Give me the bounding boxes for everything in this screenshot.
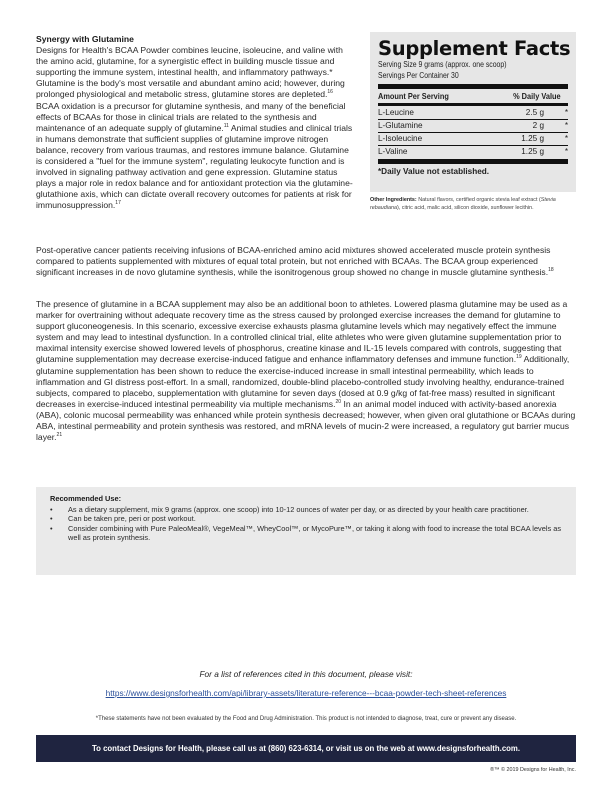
recommended-use-title: Recommended Use: xyxy=(50,494,122,503)
nutrient-dv: * xyxy=(564,107,568,117)
copyright: ®™ © 2019 Designs for Health, Inc. xyxy=(490,767,576,773)
ref-marker: 11 xyxy=(223,122,229,129)
other-ingredients-text: Natural flavors, certified organic stevia leaf extract ( xyxy=(416,197,541,203)
paragraph-athletes xyxy=(36,299,576,443)
amount-header: Amount Per Serving xyxy=(378,92,449,101)
daily-value-header: % Daily Value xyxy=(513,92,561,101)
ref-marker: 21 xyxy=(56,432,63,439)
nutrient-dv: * xyxy=(564,133,568,143)
intro-text-b: BCAA oxidation is a precursor for glutamine synthesis, and many of the beneficial effects of BCAAs for those in clinical trials are related to the synthesis and maintenance of an adequate supply of glutamine. xyxy=(36,100,346,133)
paragraph-text: In an animal model induced with activity-based anorexia (ABA), colonic mucosal permeability was enhanced while protein synthesis decreased; however, when given oral glutathione or BCAAs during ABA, intestinal permeability and protein synthesis was restored, and mRNA levels of mucin-2 were increased, a regulatory gut barrier mucus layer. xyxy=(36,398,576,443)
intro-section xyxy=(36,34,354,212)
list-item-text: As a dietary supplement, mix 9 grams (approx. one scoop) into 10-12 ounces of water per day, or as directed by your health care practitioner. xyxy=(68,504,529,514)
intro-text-c: Animal studies and clinical trials in humans demonstrate that sufficient supplies of glutamine improve nitrogen balance, recovery from various traumas, and restores immune balance. Glutamine is considered a "fuel for the immune system", regulating leukocyte function and is involved in signaling pathway activation and gene expression. Glutamine status plays a major role in redox balance and for antioxidant protection via the glutamine-glutathione axis, which can dictate overall recovery outcomes for patients at risk for immunosuppression. xyxy=(36,122,353,211)
nutrient-name: L-Isoleucine xyxy=(378,133,423,143)
serving-size: Serving Size 9 grams (approx. one scoop) xyxy=(378,60,507,69)
ref-marker: 19 xyxy=(516,354,522,361)
other-ingredients-latin: Stevia rebaudiana xyxy=(370,197,556,211)
supplement-facts-panel xyxy=(370,32,576,192)
nutrient-amount: 1.25 g xyxy=(521,133,544,143)
nutrient-amount: 1.25 g xyxy=(521,146,544,156)
paragraph-text: The presence of glutamine in a BCAA supplement may also be an additional boon to athletes. Lowered plasma glutamine may be used as a marker for overtraining without adequate recovery time as the stress caused by prolonged exercise increases the demand for glutamine to support gluconeogenesis. In this scenario, excessive exercise exhausts plasma glutamine levels which may negatively effect the immune system and may lead to intestinal dysfunction. In a controlled clinical trial, elite athletes who were given glutamine supplementation prior to maximal intensity exercise showed lowered levels of phosphorus, creatine kinase and IL-15 levels compared with controls, suggesting that glutamine supplementation may decrease exercise-induced fatigue and enhance inflammatory defenses and immune function. xyxy=(36,299,568,365)
nutrient-dv: * xyxy=(564,120,568,130)
facts-row xyxy=(378,133,568,146)
ref-marker: 20 xyxy=(335,398,342,405)
facts-row xyxy=(378,107,568,120)
ref-marker: 18 xyxy=(548,267,554,274)
list-item xyxy=(50,514,562,524)
recommended-use-list xyxy=(50,505,562,543)
contact-footer: To contact Designs for Health, please call us at (860) 623-6314, or visit us on the web at www.designsforhealth.com. xyxy=(36,735,576,762)
divider xyxy=(378,84,568,89)
paragraph-text: Post-operative cancer patients receiving infusions of BCAA-enriched amino acid mixtures showed accelerated muscle protein synthesis compared to patients supplemented with mixtures of equal total protein, but not enriched with BCAAs. The BCAA group experienced significant increases in de novo glutamine synthesis, while the isonitrogenous group showed no change in muscle glutamine synthesis. xyxy=(36,245,551,278)
nutrient-dv: * xyxy=(564,146,568,156)
paragraph-text: Additionally, glutamine supplementation has been shown to reduce the exercise-induced increase in small intestinal permeability, which leads to inflammation and GI distress post-effort. In a small, randomized, double-blind placebo-controlled study involving healthy, endurance-trained subjects, compared to placebo, supplementation with glutamine for seven days (dosed at 0.9 g/kg of fat-free mass) resulted in significant decreases in exercise-induced intestinal permeability via multiple mechanisms. xyxy=(36,354,570,409)
list-item-text: Can be taken pre, peri or post workout. xyxy=(68,514,196,524)
servings-per-container: Servings Per Container 30 xyxy=(378,70,459,80)
list-item-text: Consider combining with Pure PaleoMeal®, VegeMeal™, WheyCool™, or MycoPure™, or taking it along with food to increase the total BCAA levels as well as protein synthesis. xyxy=(68,523,562,543)
intro-paragraph xyxy=(36,45,354,211)
paragraph-cancer xyxy=(36,245,576,278)
ref-marker: 17 xyxy=(115,200,121,207)
references-link[interactable]: https://www.designsforhealth.com/api/library-assets/literature-reference---bcaa-powder-tech-sheet-references xyxy=(105,688,507,698)
facts-rows xyxy=(378,107,568,158)
nutrient-amount: 2 g xyxy=(532,120,544,130)
references-section xyxy=(36,668,576,700)
daily-value-note: *Daily Value not established. xyxy=(378,166,490,176)
bullet: • xyxy=(50,504,53,514)
other-ingredients-text: ), citric acid, malic acid, silicon dioxide, sunflower lecithin. xyxy=(396,205,534,211)
other-ingredients xyxy=(370,196,576,212)
ref-marker: 16 xyxy=(327,89,333,96)
list-item xyxy=(50,524,562,543)
other-ingredients-label: Other Ingredients: xyxy=(370,197,417,203)
facts-title: Supplement Facts xyxy=(378,37,571,60)
bullet: • xyxy=(50,523,53,533)
references-intro: For a list of references cited in this document, please visit: xyxy=(199,669,413,679)
divider xyxy=(378,159,568,164)
nutrient-name: L-Glutamine xyxy=(378,120,423,130)
list-item xyxy=(50,505,562,515)
facts-row xyxy=(378,146,568,158)
facts-row xyxy=(378,120,568,133)
intro-text-a: Designs for Health's BCAA Powder combines leucine, isoleucine, and valine with the amino acid, glutamine, for a synergistic effect in building muscle tissue and supporting the immune system, intestinal health, and inflammatory pathways.* Glutamine is the body's most versatile and abundant amino acid; however, during prolonged physiological and metabolic stress, glutamine stores are depleted. xyxy=(36,45,345,100)
facts-header-row xyxy=(378,91,568,102)
bullet: • xyxy=(50,514,53,524)
recommended-use-box xyxy=(36,487,576,575)
fda-disclaimer: *These statements have not been evaluated by the Food and Drug Administration. This product is not intended to diagnose, treat, cure or prevent any disease. xyxy=(95,716,517,722)
nutrient-name: L-Leucine xyxy=(378,107,414,117)
section-heading: Synergy with Glutamine xyxy=(36,34,134,44)
nutrient-name: L-Valine xyxy=(378,146,408,156)
divider xyxy=(378,103,568,106)
nutrient-amount: 2.5 g xyxy=(525,107,544,117)
